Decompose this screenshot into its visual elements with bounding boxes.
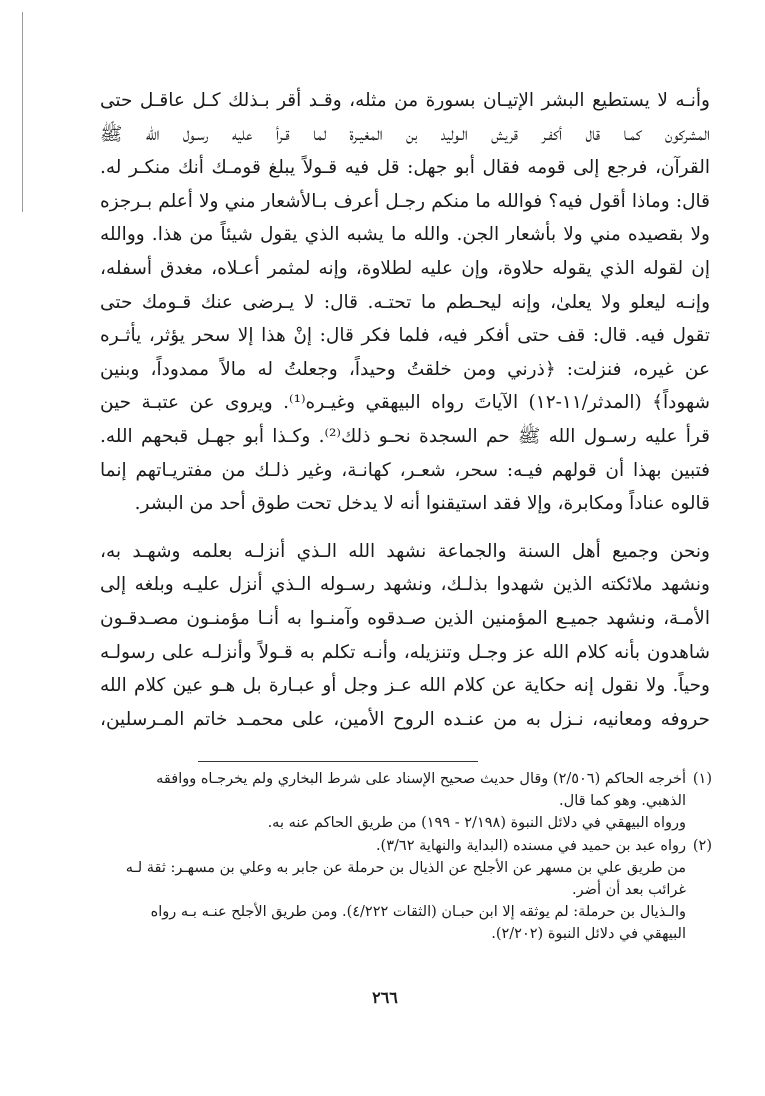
text-line: حروفه ومعانيه، نـزل به من عنـده الروح الأمين، على محمـد خاتم المـرسلين، — [100, 708, 710, 730]
text-line: الأمـة، ونشهد جميـع المؤمنين الذين صـدقوه وآمنـوا به أنـا مؤمنـون مصـدقـون — [100, 607, 710, 629]
text-line: وأنـه لا يستطيع البشر الإتيـان بسورة من مثله، وقـد أقر بـذلك كـل عاقـل حتى — [100, 90, 710, 111]
text-line: القرآن، فرجع إلى قومه فقال أبو جهل: قل فيه قـولاً يبلغ قومـك أنك منكـر له. — [100, 157, 710, 179]
paragraph-1 — [100, 84, 710, 521]
text-line: ونحن وجميع أهل السنة والجماعة نشهد الله الـذي أنزلـه بعلمه وشهـد به، — [100, 540, 710, 562]
footnote-1 — [100, 768, 712, 835]
footnote-text: رواه عبد بن حميد في مسنده (البداية والنهاية ٣/٦٢). — [375, 837, 686, 854]
text-line: المشركون كمـا قال أكفـر قريش الـوليد بن المغيـرة لما قـرأ عليه رسـول الله ﷺ — [100, 123, 710, 145]
page-number: ٢٦٦ — [372, 988, 398, 1007]
text-line: قرأ عليه رسـول الله ﷺ حم السجدة نحـو ذلك⁽²⁾. وكـذا أبو جهـل قبحهم الله. — [100, 425, 710, 447]
text-line: وحياً. ولا نقول إنه حكاية عن كلام الله عـز وجل أو عبـارة بل هـو عين كلام الله — [100, 675, 710, 697]
footnote-line: غرائب بعد أن أضر. — [572, 882, 686, 899]
paragraph-2 — [100, 535, 710, 737]
text-line: ونشهد ملائكته الذين شهدوا بذلـك، ونشهد رسـوله الـذي أنزل عليـه وبلغه إلى — [100, 574, 710, 596]
page-body — [100, 84, 710, 736]
text-line: وإنـه ليعلو ولا يعلىٰ، وإنه ليحـطم ما تحتـه. قال: لا يـرضى عنك قـومك حتى — [100, 291, 710, 313]
text-line: قالوه عناداً ومكابرة، وإلا فقد استيقنوا أنه لا يدخل تحت طوق أحد من البشر. — [134, 493, 710, 515]
footnote-line: ورواه البيهقي في دلائل النبوة (٢/١٩٨ - ١٩٩) من طريق الحاكم عنه به. — [267, 815, 686, 832]
margin-line — [22, 12, 23, 212]
footnote-line: البيهقي في دلائل النبوة (٢/٢٠٢). — [491, 926, 686, 943]
text-line: ولا بقصيده مني ولا بأشعار الجن. والله ما يشبه الذي يقول شيئاً من هذا. ووالله — [100, 224, 710, 246]
text-line: شهوداً﴾ (المدثر/١١-١٢) الآياتَ رواه البيهقي وغيـره⁽¹⁾. ويروى عن عتبـة حين — [100, 392, 710, 414]
text-line: فتبين بهذا أن قولهم فيـه: سحر، شعـر، كهانـة، وغير ذلـك من مفتريـاتهم إنما — [100, 459, 710, 481]
footnote-number: (٢) — [692, 837, 712, 854]
text-line: عن غيره، فنزلت: ﴿ذرني ومن خلقتُ وحيداً، وجعلتُ له مالاً ممدوداً، وبنين — [100, 358, 710, 380]
footnote-line — [100, 835, 712, 857]
footnote-separator — [198, 761, 478, 762]
footnote-2 — [100, 835, 712, 946]
text-line: قال: وماذا أقول فيه؟ فوالله ما منكم رجـل أعرف بـالأشعار مني ولا أعلم بـرجزه — [100, 190, 710, 212]
footnote-line: الذهبي. وهو كما قال. — [559, 793, 686, 810]
footnotes — [100, 768, 712, 946]
footnote-line: والـذيال بن حرملة: لم يوثقه إلا ابن حبـان (الثقات ٤/٢٢٢). ومن طريق الأجلح عنـه بـه رواه — [150, 904, 686, 921]
text-line: شاهدون بأنه كلام الله عز وجـل وتنزيله، وأنـه تكلم به قـولاً وأنزلـه على رسولـه — [100, 641, 710, 663]
footnote-text: أخرجه الحاكم (٢/٥٠٦) وقال حديث صحيح الإسناد على شرط البخاري ولم يخرجـاه ووافقه — [156, 771, 686, 787]
footnote-line: من طريق علي بن مسهر عن الأجلح عن الذيال بن حرملة عن جابر به وعلي بن مسهـر: ثقة لـه — [125, 859, 686, 876]
footnote-number: (١) — [692, 771, 712, 787]
text-line: إن لقوله الذي يقوله حلاوة، وإن عليه لطلاوة، وإنه لمثمر أعـلاه، مغدق أسفله، — [100, 257, 710, 279]
footnote-line — [100, 768, 712, 790]
text-line: تقول فيه. قال: قف حتى أفكر فيه، فلما فكر قال: إنْ هذا إلا سحر يؤثر، يأثـره — [100, 325, 710, 347]
